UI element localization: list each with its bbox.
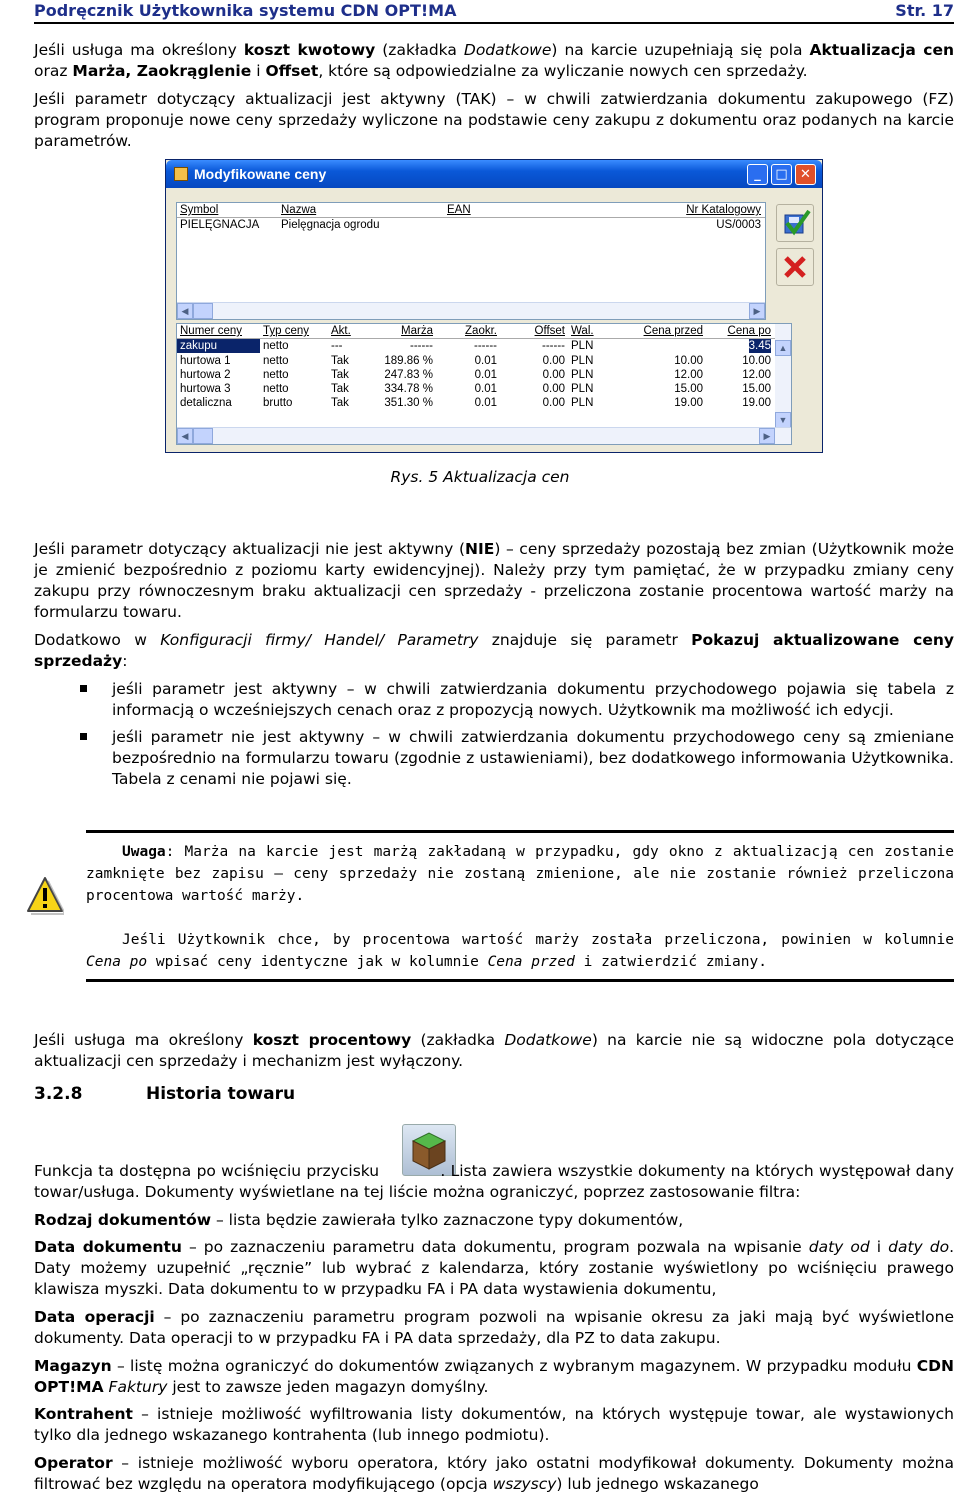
window-title: Modyfikowane ceny: [194, 166, 327, 182]
section-title: Historia towaru: [146, 1084, 296, 1104]
note-paragraph-1: Uwaga: Marża na karcie jest marżą zakładaną w przypadku, gdy okno z aktualizacją cen zostanie zamknięte bez zapisu – ceny sprzedaży nie zostaną zmienione, ale nie zostanie również przeliczona procentowa wartość marży.: [86, 844, 954, 904]
scroll-right-icon[interactable]: ▶: [749, 303, 765, 319]
product-grid-header: [177, 203, 765, 218]
figure-caption: Rys. 5 Aktualizacja cen: [390, 468, 570, 486]
filter-rodzaj-dokumentow: Rodzaj dokumentów – lista będzie zawierała tylko zaznaczone typy dokumentów,: [34, 1211, 684, 1229]
scroll-down-icon[interactable]: ▼: [775, 412, 791, 428]
list-item: jeśli parametr nie jest aktywny – w chwili zatwierdzania dokumentu przychodowego ceny są zmieniane bezpośrednio na formularzu towaru (zgodnie z ustawieniami), bez dodatkowego informowania Użytkownika. Tabela z cenami nie pojawi się.: [34, 727, 954, 790]
paragraph-koszt-procentowy: Jeśli usługa ma określony koszt procentowy (zakładka Dodatkowe) na karcie nie są widoczne pola dotyczące aktualizacji cen sprzedaży i mechanizm jest wyłączony.: [34, 1031, 954, 1070]
save-check-icon: [777, 205, 813, 241]
col-zaokr[interactable]: Zaokr.: [465, 325, 497, 337]
document-title: Podręcznik Użytkownika systemu CDN OPT!MA: [34, 1, 457, 20]
filter-data-operacji: Data operacji – po zaznaczeniu parametru program pozwoli na wpisanie okresu za jaki mają być wyświetlone dokumenty. Data operacji to w przypadku FA i PA data sprzedaży, dla PZ to data zakupu.: [34, 1308, 955, 1347]
col-nr-katalogowy[interactable]: Nr Katalogowy: [686, 204, 761, 216]
paragraph-konfiguracja: Dodatkowo w Konfiguracji firmy/ Handel/ Parametry znajduje się parametr Pokazuj aktualizowane ceny sprzedaży:: [34, 631, 954, 670]
table-row[interactable]: PIELĘGNACJA Pielęgnacja ogrodu US/0003: [180, 219, 761, 232]
page-header: [34, 0, 954, 24]
scroll-left-icon[interactable]: ◀: [177, 428, 193, 444]
table-row[interactable]: hurtowa 2 netto Tak 247.83 % 0.01 0.00 PLN 12.00 12.00: [180, 368, 771, 381]
warning-icon: [26, 875, 64, 915]
maximize-button[interactable]: □: [771, 164, 792, 185]
scroll-thumb[interactable]: [193, 428, 213, 444]
table-row[interactable]: zakupu netto --- ------ ------ ------ PLN 3.45: [177, 339, 791, 353]
page-number: Str. 17: [895, 1, 954, 20]
minimize-button[interactable]: _: [747, 164, 768, 185]
col-marza[interactable]: Marża: [401, 325, 433, 337]
window-app-icon: [174, 167, 188, 181]
col-cena-przed[interactable]: Cena przed: [643, 325, 703, 337]
scroll-right-icon[interactable]: ▶: [759, 428, 775, 444]
cancel-x-icon: [777, 249, 813, 285]
col-wal[interactable]: Wal.: [571, 325, 594, 337]
section-number: 3.2.8: [34, 1084, 83, 1104]
table-row[interactable]: hurtowa 3 netto Tak 334.78 % 0.01 0.00 PLN 15.00 15.00: [180, 383, 771, 396]
filter-magazyn: Magazyn – listę można ograniczyć do dokumentów związanych z wybranym magazynem. W przypadku modułu CDN OPT!MA Faktury jest to zawsze jeden magazyn domyślny.: [34, 1357, 954, 1396]
filter-kontrahent: Kontrahent – istnieje możliwość wyfiltrowania listy dokumentów, na których występuje towar, ale wystawionych tylko dla jednego wskazanego kontrahenta (lub innego podmiotu).: [34, 1405, 954, 1444]
bullet-list: [34, 679, 954, 796]
vertical-scrollbar[interactable]: [775, 324, 791, 428]
scroll-thumb[interactable]: [193, 303, 213, 319]
close-button[interactable]: ✕: [795, 164, 816, 185]
col-symbol[interactable]: Symbol: [180, 204, 219, 216]
horizontal-scrollbar[interactable]: [177, 427, 791, 444]
list-item: jeśli parametr jest aktywny – w chwili zatwierdzania dokumentu przychodowego pojawia się tabela z informacją o wcześniejszych cenach oraz z propozycją nowych. Użytkownik ma możliwość ich edycji.: [34, 679, 954, 721]
note-label: Uwaga: [122, 844, 166, 860]
col-cena-po[interactable]: Cena po: [727, 325, 771, 337]
paragraph-historia: Funkcja ta dostępna po wciśnięciu przycisku . Lista zawiera wszystkie dokumenty na których występował dany towar/usługa. Dokumenty wyświetlane na tej liście można ograniczyć, poprzez zastosowanie filtra:: [34, 1162, 955, 1201]
col-numer-ceny[interactable]: Numer ceny: [180, 325, 242, 337]
filter-data-dokumentu: Data dokumentu – po zaznaczeniu parametru data dokumentu, program pozwala na wpisanie daty od i daty do. Daty możemy uzupełnić „ręcznie” lub wybrać z kalendarza, który zostanie wyświetlony po wciśnięciu prawego klawisza myszki. Data dokumentu to w przypadku FA i PA data wystawienia dokumentu,: [34, 1238, 955, 1298]
cancel-button[interactable]: [776, 248, 814, 286]
prices-grid-header: [177, 324, 791, 339]
col-akt[interactable]: Akt.: [331, 325, 351, 337]
note-paragraph-2: Jeśli Użytkownik chce, by procentowa wartość marży została przeliczona, powinien w kolumnie Cena po wpisać ceny identyczne jak w kolumnie Cena przed i zatwierdzić zmiany.: [86, 932, 954, 970]
scroll-up-icon[interactable]: ▲: [775, 340, 791, 356]
product-grid[interactable]: [176, 202, 766, 320]
scroll-left-icon[interactable]: ◀: [177, 303, 193, 319]
note-box: [86, 830, 954, 982]
table-row[interactable]: detaliczna brutto Tak 351.30 % 0.01 0.00 PLN 19.00 19.00: [180, 397, 771, 410]
table-row[interactable]: hurtowa 1 netto Tak 189.86 % 0.01 0.00 PLN 10.00 10.00: [180, 354, 771, 367]
col-typ-ceny[interactable]: Typ ceny: [263, 325, 310, 337]
modified-prices-window: [165, 159, 823, 453]
col-ean[interactable]: EAN: [447, 204, 471, 216]
paragraph-tak: Jeśli parametr dotyczący aktualizacji jest aktywny (TAK) – w chwili zatwierdzania dokumentu zakupowego (FZ) program proponuje nowe ceny sprzedaży wyliczone na podstawie ceny zakupu z dokumentu oraz podanych na karcie parametrów.: [34, 90, 954, 150]
paragraph-nie: Jeśli parametr dotyczący aktualizacji nie jest aktywny (NIE) – ceny sprzedaży pozostają bez zmian (Użytkownik może je zmienić bezpośrednio z poziomu karty ewidencyjnej). Należy przy tym pamiętać, że w przypadku zmiany ceny zakupu przy równoczesnym braku aktualizacji cen sprzedaży - przeliczona zostanie procentowa wartość marży na formularzu towaru.: [34, 540, 954, 621]
bullet-square-icon: [80, 733, 87, 740]
section-heading: [34, 1084, 295, 1105]
col-offset[interactable]: Offset: [534, 325, 565, 337]
filter-operator: Operator – istnieje możliwość wyboru operatora, który jako ostatni modyfikował dokumenty. Dokumenty można filtrować bez względu na operatora modyfikującego (opcja wszyscy) lub jednego wskazanego: [34, 1454, 954, 1493]
prices-grid[interactable]: [176, 323, 792, 445]
col-nazwa[interactable]: Nazwa: [281, 204, 317, 216]
bullet-square-icon: [80, 685, 87, 692]
window-titlebar: [166, 160, 822, 188]
horizontal-scrollbar[interactable]: [177, 302, 765, 319]
paragraph-koszt-kwotowy: Jeśli usługa ma określony koszt kwotowy (zakładka Dodatkowe) na karcie uzupełniają się pola Aktualizacja cen oraz Marża, Zaokrąglenie i Offset, które są odpowiedzialne za wyliczanie nowych cen sprzedaży.: [34, 41, 954, 80]
save-button[interactable]: [776, 204, 814, 242]
